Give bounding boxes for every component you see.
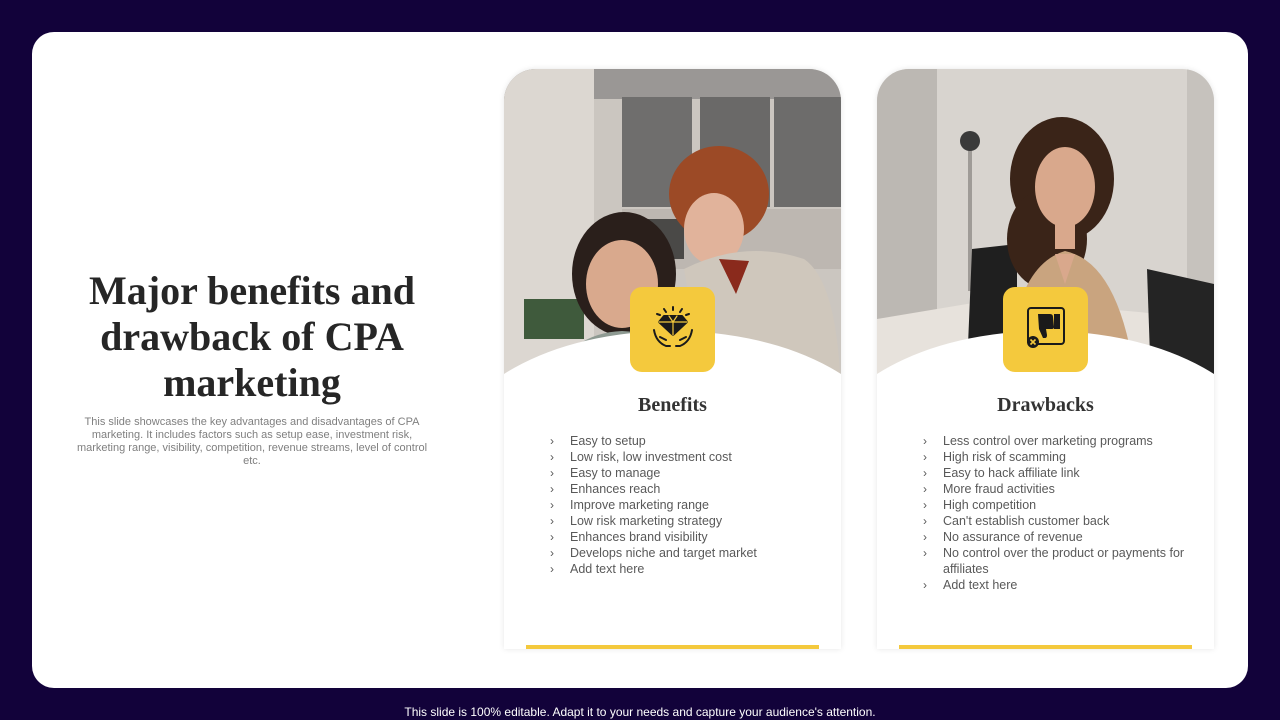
slide-title: Major benefits and drawback of CPA marketing	[89, 268, 415, 405]
list-item: › Develops niche and target market	[550, 546, 757, 560]
chevron-right-icon: ›	[923, 578, 927, 592]
chevron-right-icon: ›	[550, 482, 554, 496]
list-item: › No control over the product or payments for affiliates	[923, 546, 1185, 576]
benefits-badge	[630, 287, 715, 372]
list-item: › Easy to setup	[550, 434, 646, 448]
benefits-card	[504, 69, 841, 649]
drawbacks-badge	[1003, 287, 1088, 372]
slide-canvas	[32, 32, 1248, 688]
slide-description: This slide showcases the key advantages and disadvantages of CPA marketing. It includes factors such as setup ease, investment risk, marketing range, visibility, competition, revenue streams, level of control etc.	[76, 416, 428, 467]
list-item: › Easy to manage	[550, 466, 661, 480]
chevron-right-icon: ›	[923, 466, 927, 480]
list-item: › Low risk, low investment cost	[550, 450, 732, 464]
chevron-right-icon: ›	[550, 434, 554, 448]
chevron-right-icon: ›	[923, 434, 927, 448]
list-item: › High risk of scamming	[923, 450, 1066, 464]
list-item: › More fraud activities	[923, 482, 1055, 496]
chevron-right-icon: ›	[550, 562, 554, 576]
chevron-right-icon: ›	[923, 498, 927, 512]
list-item: › No assurance of revenue	[923, 530, 1083, 544]
chevron-right-icon: ›	[923, 530, 927, 544]
drawbacks-card	[877, 69, 1214, 649]
diamond-hands-icon	[650, 304, 696, 355]
chevron-right-icon: ›	[550, 514, 554, 528]
benefits-accent-bar	[526, 645, 819, 649]
list-item: › Add text here	[550, 562, 645, 576]
benefits-list	[550, 433, 825, 577]
footer-note: This slide is 100% editable. Adapt it to your needs and capture your audience's attention.	[404, 705, 876, 719]
list-item: › Can't establish customer back	[923, 514, 1110, 528]
drawbacks-heading: Drawbacks	[997, 394, 1094, 416]
chevron-right-icon: ›	[923, 546, 927, 560]
list-item: › Enhances brand visibility	[550, 530, 708, 544]
list-item: › Add text here	[923, 578, 1018, 592]
drawbacks-list	[923, 433, 1198, 593]
thumbs-down-icon	[1024, 305, 1068, 354]
list-item: › Less control over marketing programs	[923, 434, 1153, 448]
list-item: › High competition	[923, 498, 1037, 512]
chevron-right-icon: ›	[923, 482, 927, 496]
list-item: › Low risk marketing strategy	[550, 514, 723, 528]
benefits-heading: Benefits	[638, 394, 707, 416]
chevron-right-icon: ›	[550, 498, 554, 512]
chevron-right-icon: ›	[550, 466, 554, 480]
chevron-right-icon: ›	[550, 546, 554, 560]
list-item: › Improve marketing range	[550, 498, 709, 512]
drawbacks-accent-bar	[899, 645, 1192, 649]
list-item: › Enhances reach	[550, 482, 661, 496]
chevron-right-icon: ›	[550, 530, 554, 544]
chevron-right-icon: ›	[923, 514, 927, 528]
chevron-right-icon: ›	[923, 450, 927, 464]
list-item: › Easy to hack affiliate link	[923, 466, 1080, 480]
chevron-right-icon: ›	[550, 450, 554, 464]
